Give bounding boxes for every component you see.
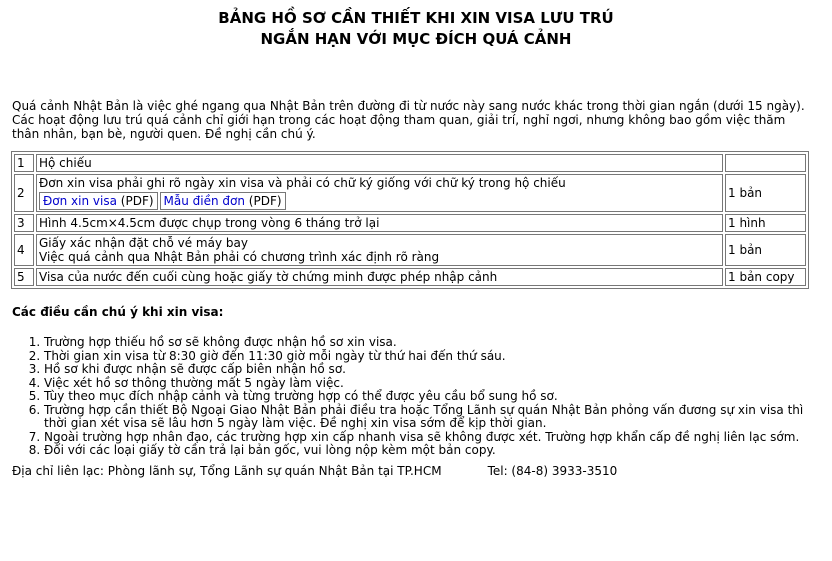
row-number: 2 [14,174,34,212]
title-line-1: BẢNG HỒ SƠ CẦN THIẾT KHI XIN VISA LƯU TRÚ [218,9,614,27]
row-quantity: 1 bản [725,234,806,266]
application-form-link-box [39,192,158,210]
sample-form-link-box [160,192,286,210]
row-text-cell [36,234,723,266]
row-number: 3 [14,214,34,232]
requirements-table [11,151,809,289]
list-item: 5. Tùy theo mục đích nhập cảnh và từng trường hợp có thể được yêu cầu bổ sung hồ sơ. [44,390,812,404]
page-title [0,8,832,50]
list-item: 7. Ngoài trường hợp nhân đạo, các trường hợp xin cấp nhanh visa sẽ không được xét. Trường hợp khẩn cấp đề nghị liên lạc sớm. [44,431,812,445]
list-item: 3. Hồ sơ khi được nhận sẽ được cấp biên nhận hồ sơ. [44,363,812,377]
row-quantity: 1 hình [725,214,806,232]
table-row [14,268,806,286]
row-number: 1 [14,154,34,172]
table-row [14,234,806,266]
row-number: 4 [14,234,34,266]
notes-list [0,336,812,458]
list-item: 1. Trường hợp thiếu hồ sơ sẽ không được nhận hồ sơ xin visa. [44,336,812,350]
row-text: Hộ chiếu [36,154,723,172]
row-text: Visa của nước đến cuối cùng hoặc giấy tờ chứng minh được phép nhập cảnh [36,268,723,286]
application-form-link[interactable]: Đơn xin visa [43,194,117,208]
list-item: 8. Đối với các loại giấy tờ cần trả lại bản gốc, vui lòng nộp kèm một bản copy. [44,444,812,458]
sample-form-link[interactable]: Mẫu điền đơn [163,194,245,208]
row-text: Hình 4.5cm×4.5cm được chụp trong vòng 6 tháng trở lại [36,214,723,232]
contact-line [12,464,832,478]
intro-paragraph: Quá cảnh Nhật Bản là việc ghé ngang qua Nhật Bản trên đường đi từ nước này sang nước khác trong thời gian ngắn (dưới 15 ngày). Các hoạt động lưu trú quá cảnh chỉ giới hạn trong các hoạt động tham quan, giải trí, nghỉ ngơi, nhưng không bao gồm việc thăm thân nhân, bạn bè, người quen. Đề nghị cần chú ý. [12,99,805,141]
row-quantity: 1 bản copy [725,268,806,286]
row-quantity [725,154,806,172]
table-row [14,154,806,172]
table-row [14,214,806,232]
list-item: 4. Việc xét hồ sơ thông thường mất 5 ngày làm việc. [44,377,812,391]
notes-heading: Các điều cần chú ý khi xin visa: [12,305,224,319]
row-text: Đơn xin visa phải ghi rõ ngày xin visa và phải có chữ ký giống với chữ ký trong hộ chiếu [39,176,566,190]
row-number: 5 [14,268,34,286]
pdf-suffix: (PDF) [116,194,154,208]
row-quantity: 1 bản [725,174,806,212]
list-item: 2. Thời gian xin visa từ 8:30 giờ đến 11:30 giờ mỗi ngày từ thứ hai đến thứ sáu. [44,350,812,364]
title-line-2: NGẮN HẠN VỚI MỤC ĐÍCH QUÁ CẢNH [260,30,572,48]
table-row [14,174,806,212]
list-item: 6. Trường hợp cần thiết Bộ Ngoại Giao Nhật Bản phải điều tra hoặc Tổng Lãnh sự quán Nhật Bản phỏng vấn đương sự xin visa thì thời gian xét visa sẽ lâu hơn 5 ngày làm việc. Đề nghị xin visa sớm để kịp thời gian. [44,404,812,431]
contact-address: Địa chỉ liên lạc: Phòng lãnh sự, Tổng Lãnh sự quán Nhật Bản tại TP.HCM [12,463,442,478]
contact-phone: Tel: (84-8) 3933-3510 [487,463,618,478]
pdf-suffix: (PDF) [244,194,282,208]
row-text: Giấy xác nhận đặt chỗ vé máy bay [39,236,248,250]
row-text-cell [36,174,723,212]
download-links [39,192,720,210]
row-text-secondary: Việc quá cảnh qua Nhật Bản phải có chương trình xác định rõ ràng [39,250,440,264]
